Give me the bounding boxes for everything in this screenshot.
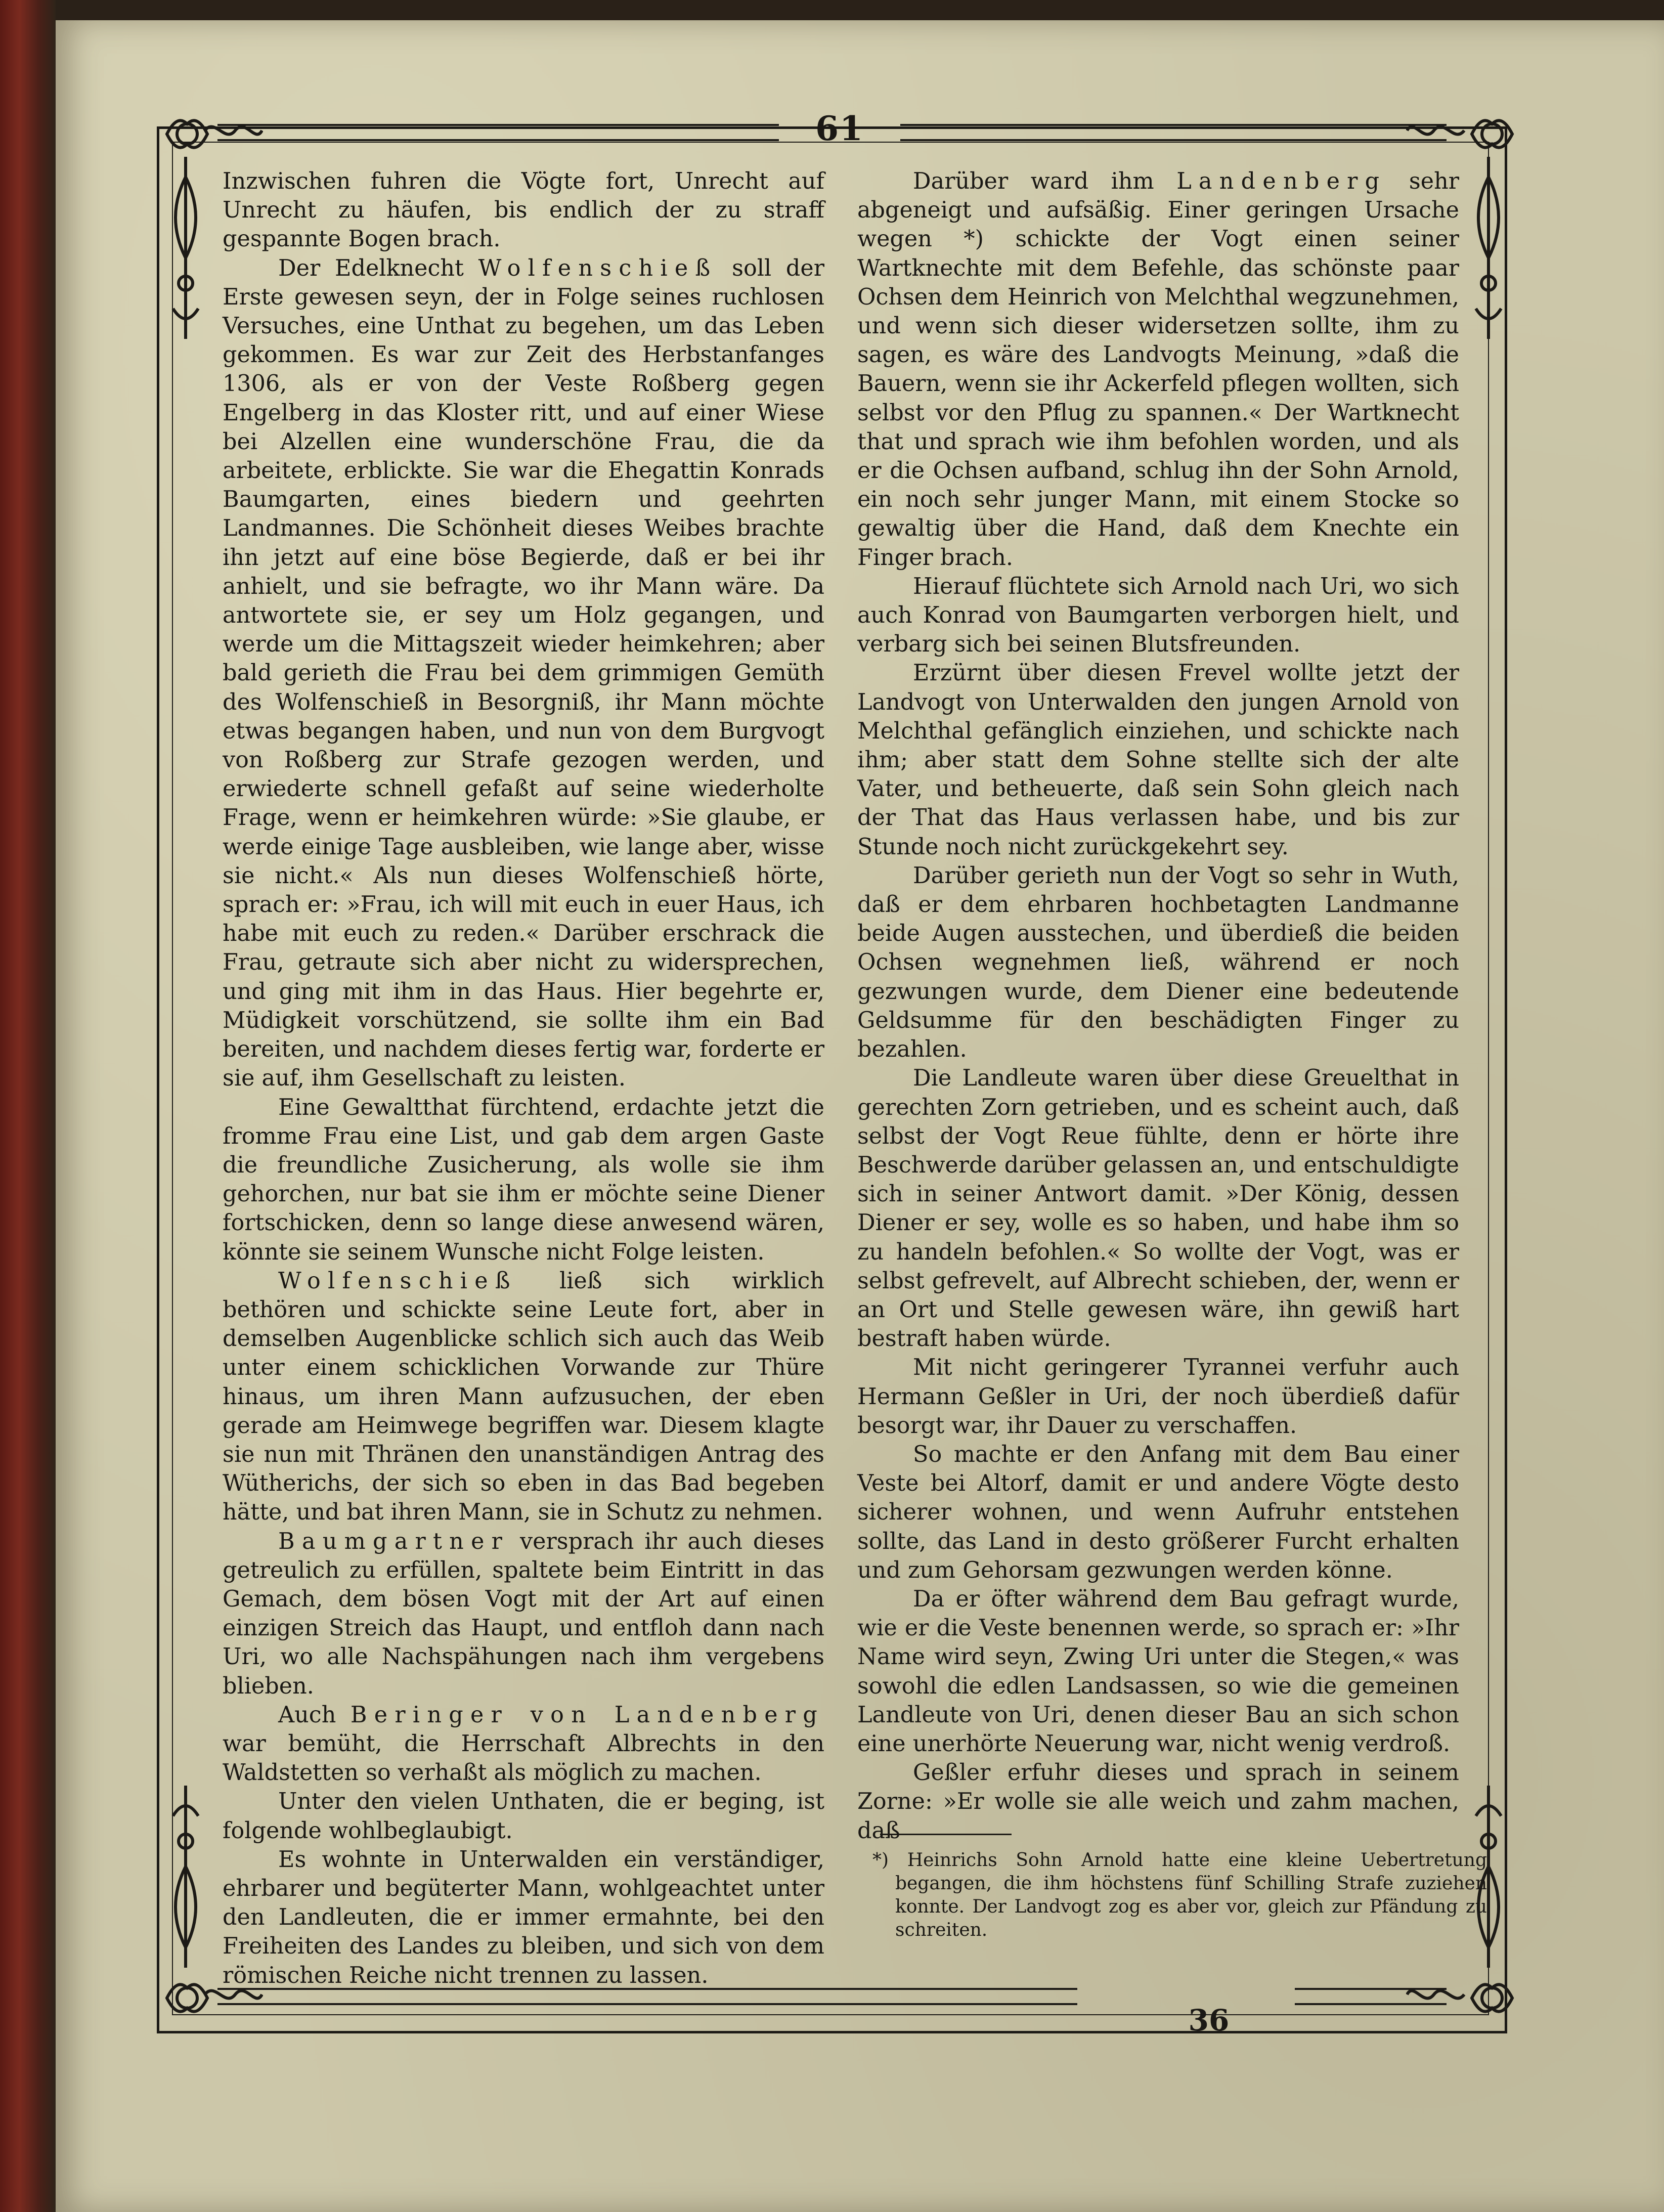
- paragraph: So machte er den Anfang mit dem Bau einer Veste bei Altorf, damit er und andere Vögte desto sicherer wohnen, und wenn Aufruhr entstehen sollte, das Land in desto größerer Furcht erhalten und zum Gehorsam gezwungen werden könne.: [857, 1441, 1459, 1583]
- name-spaced: Wolfenschieß: [278, 1268, 517, 1294]
- paragraph: Darüber gerieth nun der Vogt so sehr in Wuth, daß er dem ehrbaren hochbetagten Landmanne beide Augen ausstechen, und überdieß die beiden Ochsen wegnehmen ließ, während er noch gezwungen wurde, dem Diener eine bedeutende Geldsumme für den beschädigten Finger zu bezahlen.: [857, 862, 1459, 1063]
- name-spaced: Beringer von Landenberg: [350, 1702, 825, 1728]
- corner-ornament-icon: [1467, 1973, 1517, 2023]
- paragraph: Auch Beringer von Landenberg war bemüht, die Herrschaft Albrechts in den Waldstetten so verhaßt als möglich zu machen.: [223, 1702, 825, 1786]
- paragraph: Erzürnt über diesen Frevel wollte jetzt der Landvogt von Unterwalden den jungen Arnold von Melchthal gefänglich einziehen, und schickte nach ihm; aber statt dem Sohne stellte sich der alte Vater, und betheuerte, daß sein Sohn gleich nach der That das Haus verlassen habe, und bis zur Stunde noch nicht zurückgekehrt sey.: [857, 660, 1459, 860]
- paragraph: Da er öfter während dem Bau gefragt wurde, wie er die Veste benennen werde, so sprach er: »Ihr Name wird seyn, Zwing Uri unter die Stegen,« was sowohl die edlen Landsassen, so wie die gemeinen Landleute von Uri, denen dieser Bau an sich schon eine unerhörte Neuerung war, nicht wenig verdroß.: [857, 1586, 1459, 1757]
- paragraph: Geßler erfuhr dieses und sprach in seinem Zorne: »Er wolle sie alle weich und zahm machen, daß: [857, 1760, 1459, 1844]
- paragraph: Darüber ward ihm Landenberg sehr abgeneigt und aufsäßig. Einer geringen Ursache wegen *) schickte der Vogt einen seiner Wartknechte mit dem Befehle, das schönste paar Ochsen dem Heinrich von Melchthal wegzunehmen, und wenn sich dieser widersetzen sollte, ihm zu sagen, es wäre des Landvogts Meinung, »daß die Bauern, wenn sie ihr Ackerfeld pflegen wollten, sich selbst vor den Pflug zu spannen.« Der Wartknecht that und sprach wie ihm befohlen worden, und als er die Ochsen aufband, schlug ihn der Sohn Arnold, ein noch sehr junger Mann, mit einem Stocke so gewaltig über die Hand, daß dem Knechte ein Finger brach.: [857, 168, 1460, 571]
- paragraph: Inzwischen fuhren die Vögte fort, Unrecht auf Unrecht zu häufen, bis endlich der zu straff gespannte Bogen brach.: [223, 168, 824, 252]
- side-ornament-icon: [1466, 157, 1511, 339]
- name-spaced: Baumgartner: [278, 1528, 510, 1554]
- flourish-icon: [202, 117, 263, 144]
- paragraph: Es wohnte in Unterwalden ein verständiger, ehrbarer und begüterter Mann, wohlgeachtet unter den Landleuten, die er immer ermahnte, bei den Freiheiten des Landes zu bleiben, und sich von dem römischen Reiche nicht trennen zu lassen.: [223, 1846, 824, 1988]
- footnote: *) Heinrichs Sohn Arnold hatte eine kleine Uebertretung begangen, die ihm höchstens fünf Schilling Strafe zuziehen konnte. Der Landvogt zog es aber vor, gleich zur Pfändung zu schreiten.: [872, 1850, 1487, 1940]
- side-ornament-icon: [163, 157, 208, 339]
- paragraph: Hierauf flüchtete sich Arnold nach Uri, wo sich auch Konrad von Baumgarten verborgen hielt, und verbarg sich bei seinen Blutsfreunden.: [857, 573, 1459, 658]
- signature-mark: 36: [1188, 2003, 1230, 2037]
- name-spaced: Wolfenschieß: [478, 255, 718, 281]
- paragraph: Mit nicht geringerer Tyrannei verfuhr auch Hermann Geßler in Uri, der noch überdieß dafür besorgt war, ihr Dauer zu verschaffen.: [857, 1355, 1459, 1439]
- flourish-icon: [1406, 1981, 1467, 2008]
- footnote-rule: [880, 1834, 1012, 1835]
- header-rule-left: [217, 124, 779, 141]
- corner-ornament-icon: [1467, 109, 1517, 159]
- paragraph: Eine Gewaltthat fürchtend, erdachte jetzt die fromme Frau eine List, und gab dem argen Gaste die freundliche Zusicherung, als wolle sie ihm gehorchen, nur bat sie ihm er möchte seine Diener fortschicken, denn so lange diese anwesend wären, könnte sie seinem Wunsche nicht Folge leisten.: [223, 1094, 824, 1265]
- paragraph: Die Landleute waren über diese Greuelthat in gerechten Zorn getrieben, und es scheint auch, daß selbst der Vogt Reue fühlte, denn er hörte ihre Beschwerde darüber gelassen an, und entschuldigte sich in seiner Antwort damit. »Der König, dessen Diener er sey, wolle es so haben, und habe ihm so zu handeln befohlen.« So wollte der Vogt, was er selbst gefrevelt, auf Albrecht schieben, der, wenn er an Ort und Stelle gewesen wäre, ihn gewiß hart bestraft haben würde.: [857, 1065, 1459, 1352]
- paragraph: Wolfenschieß ließ sich wirklich bethören und schickte seine Leute fort, aber in demselben Augenblicke schlich sich auch das Weib unter einem schicklichen Vorwande zur Thüre hinaus, um ihren Mann aufzusuchen, der eben gerade am Heimwege begriffen war. Diesem klagte sie nun mit Thränen den unanständigen Antrag des Wütherichs, der sich so eben in das Bad begeben hätte, und bat ihren Mann, sie in Schutz zu nehmen.: [223, 1268, 824, 1526]
- paragraph: Unter den vielen Unthaten, die er beging, ist folgende wohlbeglaubigt.: [223, 1789, 824, 1844]
- book-binding: [0, 0, 56, 2212]
- page-number: 61: [815, 109, 864, 148]
- name-spaced: Landenberg: [1176, 168, 1387, 194]
- flourish-icon: [1406, 117, 1467, 144]
- header-rule-right: [900, 124, 1447, 141]
- paragraph: Der Edelknecht Wolfenschieß soll der Erste gewesen seyn, der in Folge seines ruchlosen Versuches, eine Unthat zu begehen, um das Leben gekommen. Es war zur Zeit des Herbstanfanges 1306, als er von der Veste Roßberg gegen Engelberg in das Kloster ritt, und auf einer Wiese bei Alzellen eine wunderschöne Frau, die da arbeitete, erblickte. Sie war die Ehegattin Konrads Baumgarten, eines biedern und geehrten Landmannes. Die Schönheit dieses Weibes brachte ihn jetzt auf eine böse Begierde, daß er bei ihr anhielt, und sie befragte, wo ihr Mann wäre. Da antwortete sie, er sey um Holz gegangen, und werde um die Mittagszeit wieder heimkehren; aber bald gerieth die Frau bei dem grimmigen Gemüth des Wolfenschieß in Besorgniß, ihr Mann möchte etwas begangen haben, und nun von dem Burgvogt von Roßberg zur Strafe gezogen werden, und erwiederte schnell gefaßt auf seine wiederholte Frage, wenn er heimkehren würde: »Sie glaube, er werde einige Tage ausbleiben, wie lange aber, wisse sie nicht.« Als nun dieses Wolfenschieß hörte, sprach er: »Frau, ich will mit euch in euer Haus, ich habe mit euch zu reden.« Darüber erschrack die Frau, getraute sich aber nicht zu widersprechen, und ging mit ihm in das Haus. Hier begehrte er, Müdigkeit vorschützend, sie sollte ihm ein Bad bereiten, und nachdem dieses fertig war, forderte er sie auf, ihm Gesellschaft zu leisten.: [223, 255, 824, 1092]
- side-ornament-icon: [163, 1786, 208, 1968]
- paragraph: Baumgartner versprach ihr auch dieses getreulich zu erfüllen, spaltete beim Eintritt in das Gemach, dem bösen Vogt mit der Art auf einen einzigen Streich das Haupt, und entfloh dann nach Uri, wo alle Nachspähungen nach ihm vergebens blieben.: [223, 1528, 824, 1699]
- text-column-left: [223, 167, 824, 1990]
- footer-rule-left: [217, 1988, 1077, 2005]
- text-column-right: [857, 167, 1459, 1845]
